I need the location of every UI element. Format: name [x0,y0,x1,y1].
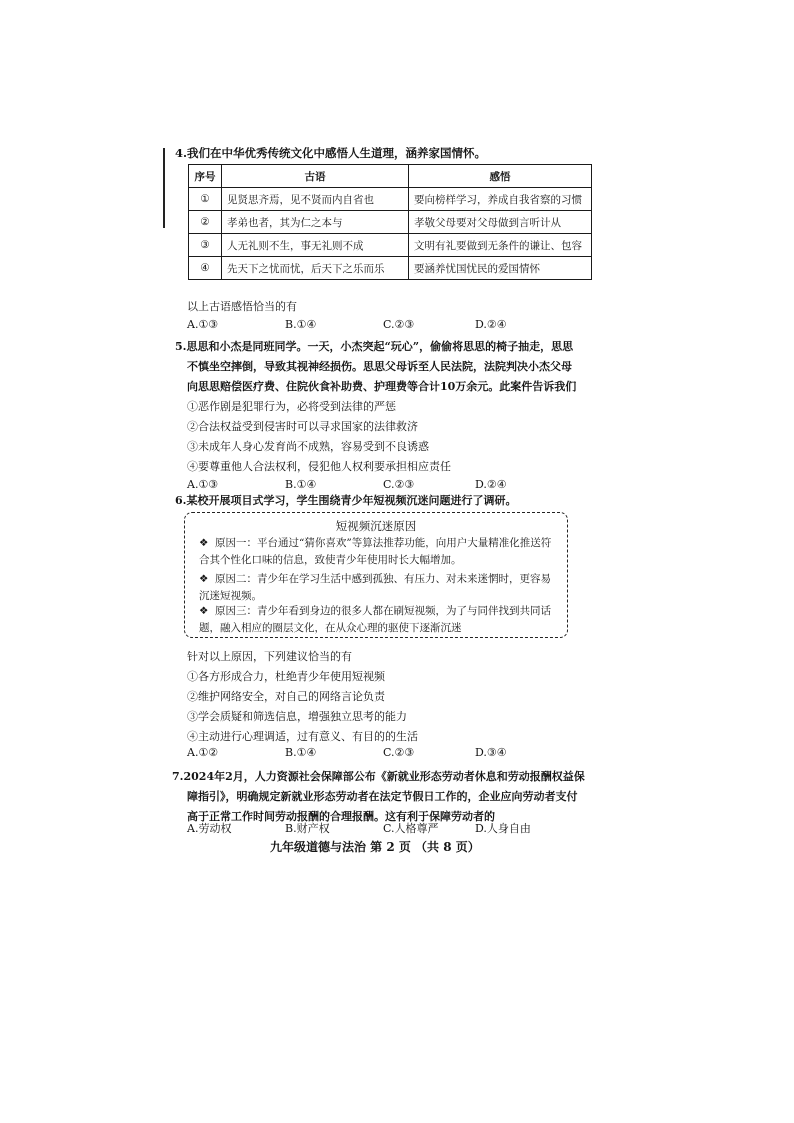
diamond-bullet-icon: ❖ [199,537,209,549]
table-header: 序号 [189,165,222,188]
table-cell: 孝弟也者，其为仁之本与 [222,211,409,234]
table-cell: 先天下之忧而忧，后天下之乐而乐 [222,257,409,280]
q4-question: 以上古语感悟恰当的有 [187,300,297,313]
q6-question: 针对以上原因，下列建议恰当的有 [187,650,352,663]
table-cell: 要涵养忧国忧民的爱国情怀 [409,257,592,280]
option-a: A.①② [187,746,219,759]
table-cell: 孝敬父母要对父母做到言听计从 [409,211,592,234]
option-a: A.劳动权 [187,822,232,835]
reason-item [199,571,559,605]
table-row [189,257,592,280]
reason-text: 原因一：平台通过“猜你喜欢”等算法推荐功能，向用户大量精准化推送符合其个性化口味的信息，致使青少年使用时长大幅增加。 [199,537,552,566]
option-a: A.①③ [187,478,219,491]
option-d: D.人身自由 [475,822,531,835]
table-header: 感悟 [409,165,592,188]
q6-item: ③学会质疑和筛选信息，增强独立思考的能力 [187,710,407,723]
table-row [189,234,592,257]
table-row [189,188,592,211]
q6-item: ④主动进行心理调适，过有意义、有目的的生活 [187,730,418,743]
table-header-row [189,165,592,188]
q5-item: ②合法权益受到侵害时可以寻求国家的法律救济 [187,420,418,433]
option-b: B.①④ [285,478,317,491]
q6-stem: 6.某校开展项目式学习，学生围绕青少年短视频沉迷问题进行了调研。 [175,494,517,507]
table-cell: ① [189,188,222,211]
table-cell: 人无礼则不生，事无礼则不成 [222,234,409,257]
q6-item: ①各方形成合力，杜绝青少年使用短视频 [187,670,385,683]
q7-stem-line: 障指引》，明确规定新就业形态劳动者在法定节假日工作的，企业应向劳动者支付 [187,790,578,803]
reasons-box [184,512,568,638]
q5-item: ③未成年人身心发育尚不成熟，容易受到不良诱惑 [187,440,429,453]
q7-stem-line: 7.2024年2月，人力资源社会保障部公布《新就业形态劳动者休息和劳动报酬权益保 [172,770,585,783]
reason-text: 原因二：青少年在学习生活中感到孤独、有压力、对未来迷惘时，更容易沉迷短视频。 [199,573,551,602]
table-cell: ② [189,211,222,234]
table-cell: 见贤思齐焉，见不贤而内自省也 [222,188,409,211]
option-c: C.人格尊严 [383,822,439,835]
option-c: C.②③ [383,746,415,759]
option-a: A.①③ [187,318,219,331]
diamond-bullet-icon: ❖ [199,573,209,585]
q5-stem-line: 向思思赔偿医疗费、住院伙食补助费、护理费等合计10万余元。此案件告诉我们 [187,380,577,393]
page-footer: 九年级道德与法治 第 2 页 （共 8 页） [270,840,480,854]
q5-stem-line: 不慎坐空摔倒，导致其视神经损伤。思思父母诉至人民法院，法院判决小杰父母 [187,360,572,373]
q5-item: ①恶作剧是犯罪行为，必将受到法律的严惩 [187,400,396,413]
option-b: B.财产权 [285,822,330,835]
table-cell: ④ [189,257,222,280]
table-cell: 要向榜样学习，养成自我省察的习惯 [409,188,592,211]
option-d: D.③④ [475,746,507,759]
q5-stem-line: 5.思思和小杰是同班同学。一天，小杰突起“玩心”，偷偷将思思的椅子抽走，思思 [175,340,574,353]
table-header: 古语 [222,165,409,188]
table-cell: 文明有礼要做到无条件的谦让、包容 [409,234,592,257]
option-b: B.①④ [285,318,317,331]
option-c: C.②③ [383,478,415,491]
option-c: C.②③ [383,318,415,331]
q6-item: ②维护网络安全，对自己的网络言论负责 [187,690,385,703]
margin-line [163,148,165,228]
table-cell: ③ [189,234,222,257]
option-d: D.②④ [475,478,507,491]
reason-item [199,603,559,637]
reason-text: 原因三：青少年看到身边的很多人都在刷短视频，为了与同伴找到共同话题，融入相应的圈层文化，在从众心理的驱使下逐渐沉迷 [199,605,551,634]
option-b: B.①④ [285,746,317,759]
table-row [189,211,592,234]
q5-item: ④要尊重他人合法权利，侵犯他人权利要承担相应责任 [187,460,451,473]
reason-item [199,535,559,569]
q4-table [188,164,592,280]
diamond-bullet-icon: ❖ [199,605,209,617]
option-d: D.②④ [475,318,507,331]
q7-stem-line: 高于正常工作时间劳动报酬的合理报酬。这有利于保障劳动者的 [187,810,495,823]
q4-stem: 4.我们在中华优秀传统文化中感悟人生道理，涵养家国情怀。 [175,146,487,160]
box-title: 短视频沉迷原因 [335,519,417,533]
